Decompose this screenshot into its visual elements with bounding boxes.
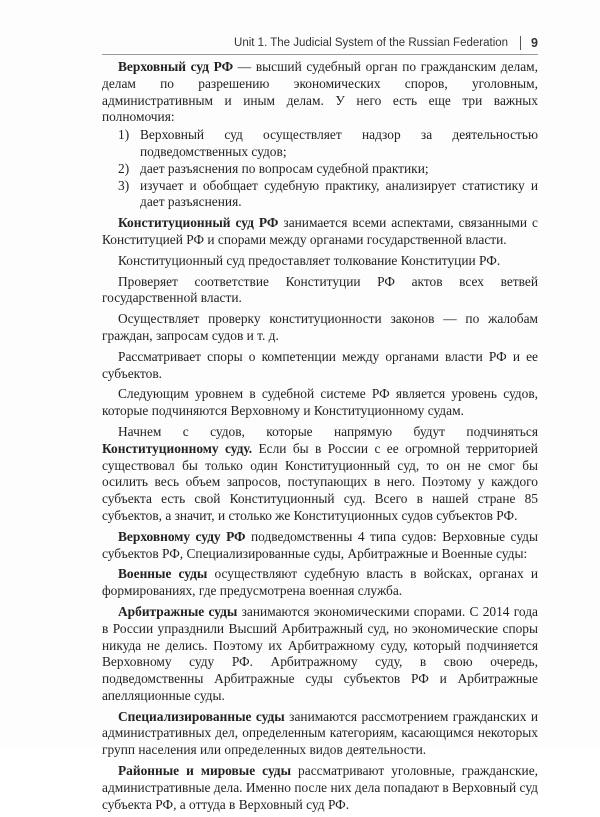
paragraph: Следующим уровнем в судебной системе РФ является уровень судов, которые подчиняются Верховному и Конституционному судам.	[102, 386, 538, 419]
paragraph-text: занимаются рассмотрением гражданских и административных дел, определенным категориям, касающимся некоторых групп населения или определенных видов деятельности.	[102, 708, 539, 758]
paragraph-text: занимается всеми аспектами, связанными с Конституцией РФ и спорами между органами государственной власти.	[102, 215, 538, 247]
header-rule	[102, 54, 538, 55]
term-constitutional-court-ref: Конституционному суду.	[102, 440, 253, 456]
paragraph: Проверяет соответствие Конституции РФ актов всех ветвей государственной власти.	[102, 273, 538, 306]
header-separator	[520, 36, 521, 50]
paragraph: Рассматривает споры о компетенции между органами власти РФ и ее субъектов.	[102, 348, 538, 381]
paragraph-arbitration-courts	[102, 604, 538, 705]
paragraph: Конституционный суд предоставляет толкование Конституции РФ.	[118, 252, 501, 268]
paragraph-text: занимаются экономическими спорами. С 2014 года в России упразднили Высший Арбитражный суд, но экономические споры никуда не делись. Поэтому их Арбитражному суду, который подчиняется Верховному суду РФ. Арбитражному суду, в свою очередь, подведомственны Арбитражные суды субъектов РФ и Арбитражные апелляционные суды.	[102, 603, 538, 703]
main-text	[102, 59, 538, 817]
paragraph-supreme-court	[102, 59, 538, 126]
paragraph-district-courts	[102, 763, 538, 813]
term-supreme-court-ref: Верховному суду РФ	[118, 528, 246, 544]
paragraph-constitutional-subjects	[102, 424, 538, 525]
list-number: 3)	[118, 177, 130, 193]
term-military-courts: Военные суды	[118, 566, 208, 582]
list-text: изучает и обобщает судебную практику, анализирует статистику и дает разъяснения.	[140, 177, 538, 210]
paragraph-specialized-courts	[102, 709, 538, 759]
paragraph-text: Начнем с судов, которые напрямую будут подчиняться	[118, 423, 538, 439]
paragraph-military-courts	[102, 566, 538, 600]
term-arbitration-courts: Арбитражные суды	[118, 603, 238, 619]
paragraph-text: — высший судебный орган по гражданским делам, делам по разрешению экономических споров, уголовным, административным и иным делам. У него есть еще три важных полномочия:	[102, 59, 538, 125]
page-number: 9	[531, 36, 538, 50]
paragraph: Осуществляет проверку конституционности законов — по жалобам граждан, запросам судов и т. д.	[102, 311, 538, 343]
term-supreme-court: Верховный суд РФ	[118, 59, 234, 74]
paragraph-text: подведомственны 4 типа судов: Верховные суды субъектов РФ, Специализированные суды, Арбитражные и Военные суды:	[102, 528, 538, 561]
paragraph-text: рассматривают уголовные, гражданские, административные дела. Именно после них дела попадают в Верховный суд субъекта РФ, а оттуда в Верховный суд РФ.	[102, 763, 538, 812]
list-text: дает разъяснения по вопросам судебной практики;	[140, 160, 429, 176]
term-constitutional-court: Конституционный суд РФ	[118, 215, 279, 231]
paragraph-text: осуществляют судебную власть в войсках, органах и формированиях, где предусмотрена военная служба.	[102, 566, 538, 599]
list-number: 1)	[118, 127, 130, 143]
paragraph-constitutional-court	[102, 215, 538, 249]
term-specialized-courts: Специализированные суды	[118, 708, 285, 724]
running-title: Unit 1. The Judicial System of the Russian Federation	[234, 37, 509, 49]
list-item	[102, 178, 538, 212]
running-head	[234, 36, 538, 50]
powers-list	[102, 127, 538, 211]
list-text: Верховный суд осуществляет надзор за деятельностью подведомственных судов;	[140, 127, 538, 159]
term-district-courts: Районные и мировые суды	[118, 763, 292, 779]
paragraph-text: Если бы в России с ее огромной территорией существовал бы только один Конституционный суд, то он не смог бы осилить весь объем запросов, поступающих в него. Поэтому у каждого субъекта есть свой Конституционный суд. Всего в нашей стране 85 субъектов, а значит, и столько же Конституционных судов субъектов РФ.	[102, 440, 538, 523]
list-number: 2)	[118, 160, 130, 176]
list-item	[102, 127, 538, 161]
paragraph-supreme-subordinates	[102, 529, 538, 563]
list-item	[102, 161, 538, 178]
